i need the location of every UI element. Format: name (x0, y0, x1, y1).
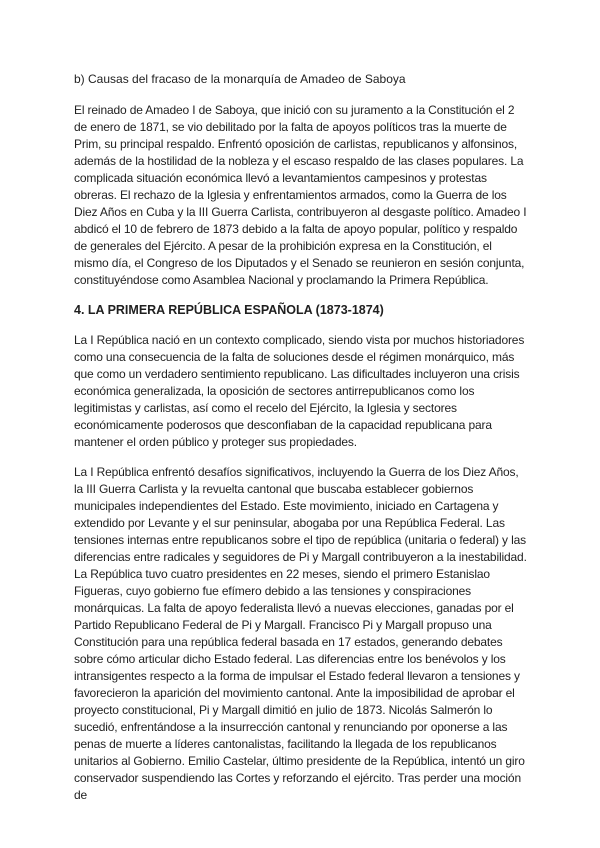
section-title-first-republic: 4. LA PRIMERA REPÚBLICA ESPAÑOLA (1873-1874) (74, 303, 384, 317)
paragraph-amadeo-reign: El reinado de Amadeo I de Saboya, que inició con su juramento a la Constitución el 2 de enero de 1871, se vio debilitado por la falta de apoyos políticos tras la muerte de Prim, su principal respaldo. Enfrentó oposición de carlistas, republicanos y alfonsinos, además de la hostilidad de la nobleza y el escaso respaldo de las clases populares. La complicada situación económica llevó a levantamientos campesinos y protestas obreras. El rechazo de la Iglesia y enfrentamientos armados, como la Guerra de los Diez Años en Cuba y la III Guerra Carlista, contribuyeron al desgaste político. Amadeo I abdicó el 10 de febrero de 1873 debido a la falta de apoyo popular, político y respaldo de generales del Ejército. A pesar de la prohibición expresa en la Constitución, el mismo día, el Congreso de los Diputados y el Senado se reunieron en sesión conjunta, constituyéndose como Asamblea Nacional y proclamando la Primera República. (74, 103, 527, 287)
paragraph-republic-context: La I República nació en un contexto complicado, siendo vista por muchos historiadores como una consecuencia de la falta de soluciones desde el régimen monárquico, más que como un verdadero sentimiento republicano. Las dificultades incluyeron una crisis económica generalizada, la oposición de sectores antirrepublicanos como los legitimistas y carlistas, así como el recelo del Ejército, la Iglesia y sectores económicamente poderosos que desconfiaban de la capacidad republicana para mantener el orden público y proteger sus propiedades. (74, 333, 525, 449)
subheading-monarchy-failure: b) Causas del fracaso de la monarquía de Amadeo de Saboya (74, 72, 406, 86)
paragraph-republic-challenges: La I República enfrentó desafíos significativos, incluyendo la Guerra de los Diez Años, la III Guerra Carlista y la revuelta cantonal que buscaba establecer gobiernos municipales independientes del Estado. Este movimiento, iniciado en Cartagena y extendido por Levante y el sur peninsular, abogaba por una República Federal. Las tensiones internas entre republicanos sobre el tipo de república (unitaria o federal) y las diferencias entre radicales y seguidores de Pi y Margall contribuyeron a la inestabilidad. La República tuvo cuatro presidentes en 22 meses, siendo el primero Estanislao Figueras, cuyo gobierno fue efímero debido a las tensiones y conspiraciones monárquicas. La falta de apoyo federalista llevó a nuevas elecciones, ganadas por el Partido Republicano Federal de Pi y Margall. Francisco Pi y Margall propuso una Constitución para una república federal basada en 17 estados, generando debates sobre cómo articular dicho Estado federal. Las diferencias entre los benévolos y los intransigentes respecto a la forma de impulsar el Estado federal llevaron a tensiones y favorecieron la aparición del movimiento cantonal. Ante la imposibilidad de aprobar el proyecto constitucional, Pi y Margall dimitió en julio de 1873. Nicolás Salmerón lo sucedió, enfrentándose a la insurrección cantonal y renunciando por oponerse a las penas de muerte a líderes cantonalistas, facilitando la llegada de los republicanos unitarios al Gobierno. Emilio Castelar, último presidente de la República, intentó un giro conservador suspendiendo las Cortes y reforzando el ejército. Tras perder una moción de (74, 465, 527, 802)
document-page (74, 60, 529, 804)
